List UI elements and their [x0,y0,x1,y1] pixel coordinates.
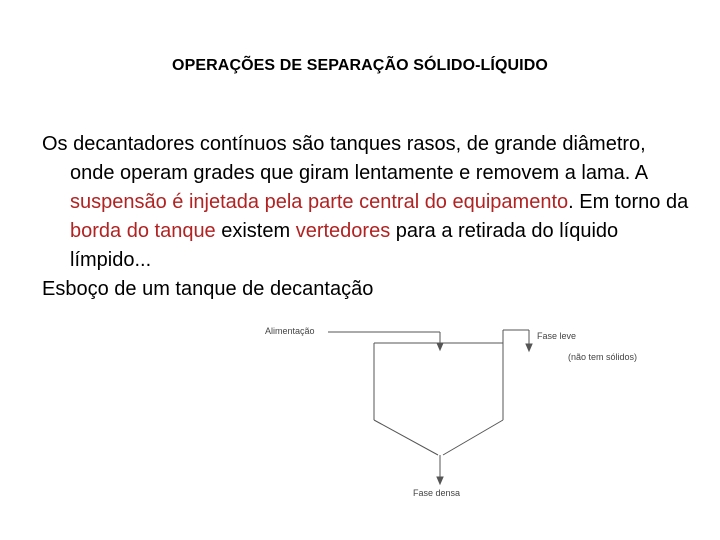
text-segment: existem [215,220,296,242]
feed-label: Alimentação [265,326,315,336]
cone-left [374,420,438,455]
text-segment: para a retirada do líquido límpido... [70,220,619,271]
text-segment: . Em torno da [568,191,689,213]
light-phase-arrow-icon [526,344,532,351]
highlight-tank-edge: borda do tanque [70,220,216,242]
text-segment: Os decantadores contínuos são tanques rasos, de grande diâmetro, onde operam grades que giram lentamente e removem a lama. A [42,133,647,184]
feed-arrow-icon [437,343,443,350]
dense-phase-label: Fase densa [413,488,461,498]
light-phase-label: Fase leve [537,331,577,341]
highlight-weirs: vertedores [295,220,391,242]
slide-title: OPERAÇÕES DE SEPARAÇÃO SÓLIDO-LÍQUIDO [172,57,548,74]
paragraph-sketch-caption: Esboço de um tanque de decantação [42,278,374,300]
highlight-central-injection: suspensão é injetada pela parte central do equipamento [70,191,569,213]
cone-right [443,420,503,455]
light-phase-note: (não tem sólidos) [568,352,638,362]
dense-phase-arrow-icon [437,477,443,484]
